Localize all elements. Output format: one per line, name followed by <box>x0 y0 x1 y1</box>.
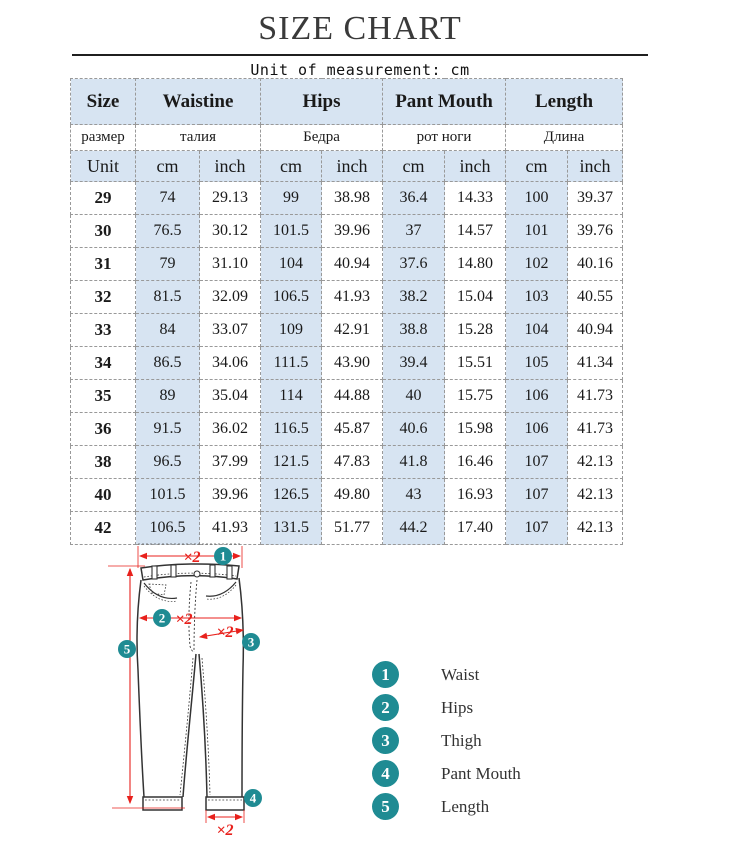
chart-header <box>72 8 648 79</box>
unit-inch: inch <box>322 151 383 182</box>
size-value-cell: 35 <box>71 380 136 413</box>
cm-value-cell: 100 <box>506 182 568 215</box>
legend-item <box>372 691 521 724</box>
cm-value-cell: 44.2 <box>383 512 445 545</box>
inch-value-cell: 38.98 <box>322 182 383 215</box>
size-value-cell: 32 <box>71 281 136 314</box>
unit-inch: inch <box>200 151 261 182</box>
inch-value-cell: 35.04 <box>200 380 261 413</box>
inch-value-cell: 41.73 <box>568 380 623 413</box>
size-table-row <box>71 215 623 248</box>
inch-value-cell: 49.80 <box>322 479 383 512</box>
unit-inch: inch <box>568 151 623 182</box>
unit-cm: cm <box>261 151 322 182</box>
inch-value-cell: 30.12 <box>200 215 261 248</box>
cm-value-cell: 103 <box>506 281 568 314</box>
size-table-row <box>71 281 623 314</box>
measurement-arrows <box>108 544 244 823</box>
inch-value-cell: 31.10 <box>200 248 261 281</box>
cm-value-cell: 111.5 <box>261 347 322 380</box>
cm-value-cell: 107 <box>506 446 568 479</box>
marker-5-number: 5 <box>123 641 131 657</box>
cm-value-cell: 37 <box>383 215 445 248</box>
size-table-row <box>71 446 623 479</box>
inch-value-cell: 15.98 <box>445 413 506 446</box>
cm-value-cell: 91.5 <box>136 413 200 446</box>
legend-item <box>372 658 521 691</box>
inch-value-cell: 17.40 <box>445 512 506 545</box>
size-value-cell: 42 <box>71 512 136 545</box>
cm-value-cell: 106 <box>506 380 568 413</box>
inch-value-cell: 33.07 <box>200 314 261 347</box>
inch-value-cell: 36.02 <box>200 413 261 446</box>
cm-value-cell: 101 <box>506 215 568 248</box>
marker-2-number: 2 <box>158 610 166 626</box>
cm-value-cell: 89 <box>136 380 200 413</box>
inch-value-cell: 40.55 <box>568 281 623 314</box>
unit-cm: cm <box>506 151 568 182</box>
inch-value-cell: 42.91 <box>322 314 383 347</box>
unit-cm: cm <box>383 151 445 182</box>
inch-value-cell: 34.06 <box>200 347 261 380</box>
inch-value-cell: 15.75 <box>445 380 506 413</box>
table-header-row-en <box>71 79 623 125</box>
size-value-cell: 30 <box>71 215 136 248</box>
cm-value-cell: 40.6 <box>383 413 445 446</box>
cm-value-cell: 96.5 <box>136 446 200 479</box>
inch-value-cell: 29.13 <box>200 182 261 215</box>
cm-value-cell: 106 <box>506 413 568 446</box>
cm-value-cell: 36.4 <box>383 182 445 215</box>
cm-value-cell: 74 <box>136 182 200 215</box>
cm-value-cell: 79 <box>136 248 200 281</box>
cm-value-cell: 39.4 <box>383 347 445 380</box>
inch-value-cell: 41.93 <box>322 281 383 314</box>
legend-label: Pant Mouth <box>441 763 521 783</box>
cm-value-cell: 105 <box>506 347 568 380</box>
inch-value-cell: 44.88 <box>322 380 383 413</box>
legend-item <box>372 757 521 790</box>
marker-1-number: 1 <box>219 548 227 564</box>
inch-value-cell: 15.51 <box>445 347 506 380</box>
hips-x2-label: ×2 <box>175 611 193 628</box>
size-table-row <box>71 479 623 512</box>
size-value-cell: 29 <box>71 182 136 215</box>
cm-value-cell: 107 <box>506 512 568 545</box>
cm-value-cell: 114 <box>261 380 322 413</box>
cm-value-cell: 109 <box>261 314 322 347</box>
cm-value-cell: 116.5 <box>261 413 322 446</box>
legend-number-badge: 3 <box>372 727 399 754</box>
inch-value-cell: 16.46 <box>445 446 506 479</box>
header-size: Size <box>71 79 136 125</box>
size-table-row <box>71 248 623 281</box>
table-unit-row <box>71 151 623 182</box>
legend-label: Thigh <box>441 730 482 750</box>
header-length: Length <box>506 79 623 125</box>
inch-value-cell: 15.04 <box>445 281 506 314</box>
unit-inch: inch <box>445 151 506 182</box>
legend-number-badge: 2 <box>372 694 399 721</box>
inch-value-cell: 42.13 <box>568 512 623 545</box>
size-table-row <box>71 182 623 215</box>
legend-item <box>372 790 521 823</box>
inch-value-cell: 39.37 <box>568 182 623 215</box>
marker-4-number: 4 <box>249 790 257 806</box>
size-value-cell: 33 <box>71 314 136 347</box>
waist-x2-label: ×2 <box>183 549 201 566</box>
legend-label: Length <box>441 796 490 816</box>
size-table-row <box>71 347 623 380</box>
table-header-row-ru <box>71 125 623 151</box>
size-value-cell: 31 <box>71 248 136 281</box>
inch-value-cell: 14.57 <box>445 215 506 248</box>
inch-value-cell: 39.96 <box>322 215 383 248</box>
cm-value-cell: 37.6 <box>383 248 445 281</box>
inch-value-cell: 14.33 <box>445 182 506 215</box>
cm-value-cell: 101.5 <box>136 479 200 512</box>
inch-value-cell: 40.94 <box>322 248 383 281</box>
legend-label: Hips <box>441 697 474 717</box>
page-title: SIZE CHART <box>258 10 462 47</box>
cm-value-cell: 40 <box>383 380 445 413</box>
cm-value-cell: 121.5 <box>261 446 322 479</box>
legend-item <box>372 724 521 757</box>
inch-value-cell: 41.93 <box>200 512 261 545</box>
unit-of-measurement-note: Unit of measurement: cm <box>250 61 470 79</box>
cm-value-cell: 81.5 <box>136 281 200 314</box>
cm-value-cell: 86.5 <box>136 347 200 380</box>
size-table-row <box>71 413 623 446</box>
inch-value-cell: 14.80 <box>445 248 506 281</box>
marker-3-number: 3 <box>247 634 255 650</box>
unit-cell: Unit <box>71 151 136 182</box>
cm-value-cell: 41.8 <box>383 446 445 479</box>
inch-value-cell: 16.93 <box>445 479 506 512</box>
cm-value-cell: 102 <box>506 248 568 281</box>
cm-value-cell: 131.5 <box>261 512 322 545</box>
cm-value-cell: 76.5 <box>136 215 200 248</box>
inch-value-cell: 42.13 <box>568 479 623 512</box>
cm-value-cell: 104 <box>261 248 322 281</box>
cm-value-cell: 38.8 <box>383 314 445 347</box>
header-waistine: Waistine <box>136 79 261 125</box>
inch-value-cell: 39.96 <box>200 479 261 512</box>
cm-value-cell: 101.5 <box>261 215 322 248</box>
inch-value-cell: 43.90 <box>322 347 383 380</box>
inch-value-cell: 39.76 <box>568 215 623 248</box>
inch-value-cell: 15.28 <box>445 314 506 347</box>
legend-number-badge: 1 <box>372 661 399 688</box>
header-hips-ru: Бедра <box>261 125 383 151</box>
inch-value-cell: 42.13 <box>568 446 623 479</box>
cm-value-cell: 106.5 <box>261 281 322 314</box>
inch-value-cell: 51.77 <box>322 512 383 545</box>
header-waistine-ru: талия <box>136 125 261 151</box>
cm-value-cell: 38.2 <box>383 281 445 314</box>
size-value-cell: 34 <box>71 347 136 380</box>
size-value-cell: 38 <box>71 446 136 479</box>
cm-value-cell: 104 <box>506 314 568 347</box>
size-value-cell: 36 <box>71 413 136 446</box>
jeans-outline-icon <box>137 564 244 810</box>
jeans-measurement-diagram <box>100 540 272 840</box>
header-length-ru: Длина <box>506 125 623 151</box>
size-value-cell: 40 <box>71 479 136 512</box>
inch-value-cell: 45.87 <box>322 413 383 446</box>
inch-value-cell: 37.99 <box>200 446 261 479</box>
pant-mouth-x2-label: ×2 <box>216 822 234 839</box>
size-table-row <box>71 314 623 347</box>
legend-number-badge: 4 <box>372 760 399 787</box>
header-pant-mouth: Pant Mouth <box>383 79 506 125</box>
inch-value-cell: 41.73 <box>568 413 623 446</box>
legend-label: Waist <box>441 664 480 684</box>
measurement-legend <box>372 658 521 823</box>
header-size-ru: размер <box>71 125 136 151</box>
cm-value-cell: 107 <box>506 479 568 512</box>
inch-value-cell: 32.09 <box>200 281 261 314</box>
thigh-x2-label: ×2 <box>216 624 234 641</box>
cm-value-cell: 43 <box>383 479 445 512</box>
cm-value-cell: 126.5 <box>261 479 322 512</box>
inch-value-cell: 41.34 <box>568 347 623 380</box>
legend-number-badge: 5 <box>372 793 399 820</box>
title-divider <box>72 54 648 56</box>
cm-value-cell: 99 <box>261 182 322 215</box>
size-table <box>70 78 623 545</box>
header-pant-mouth-ru: рот ноги <box>383 125 506 151</box>
inch-value-cell: 47.83 <box>322 446 383 479</box>
header-hips: Hips <box>261 79 383 125</box>
inch-value-cell: 40.94 <box>568 314 623 347</box>
inch-value-cell: 40.16 <box>568 248 623 281</box>
size-table-row <box>71 380 623 413</box>
cm-value-cell: 106.5 <box>136 512 200 545</box>
cm-value-cell: 84 <box>136 314 200 347</box>
unit-cm: cm <box>136 151 200 182</box>
